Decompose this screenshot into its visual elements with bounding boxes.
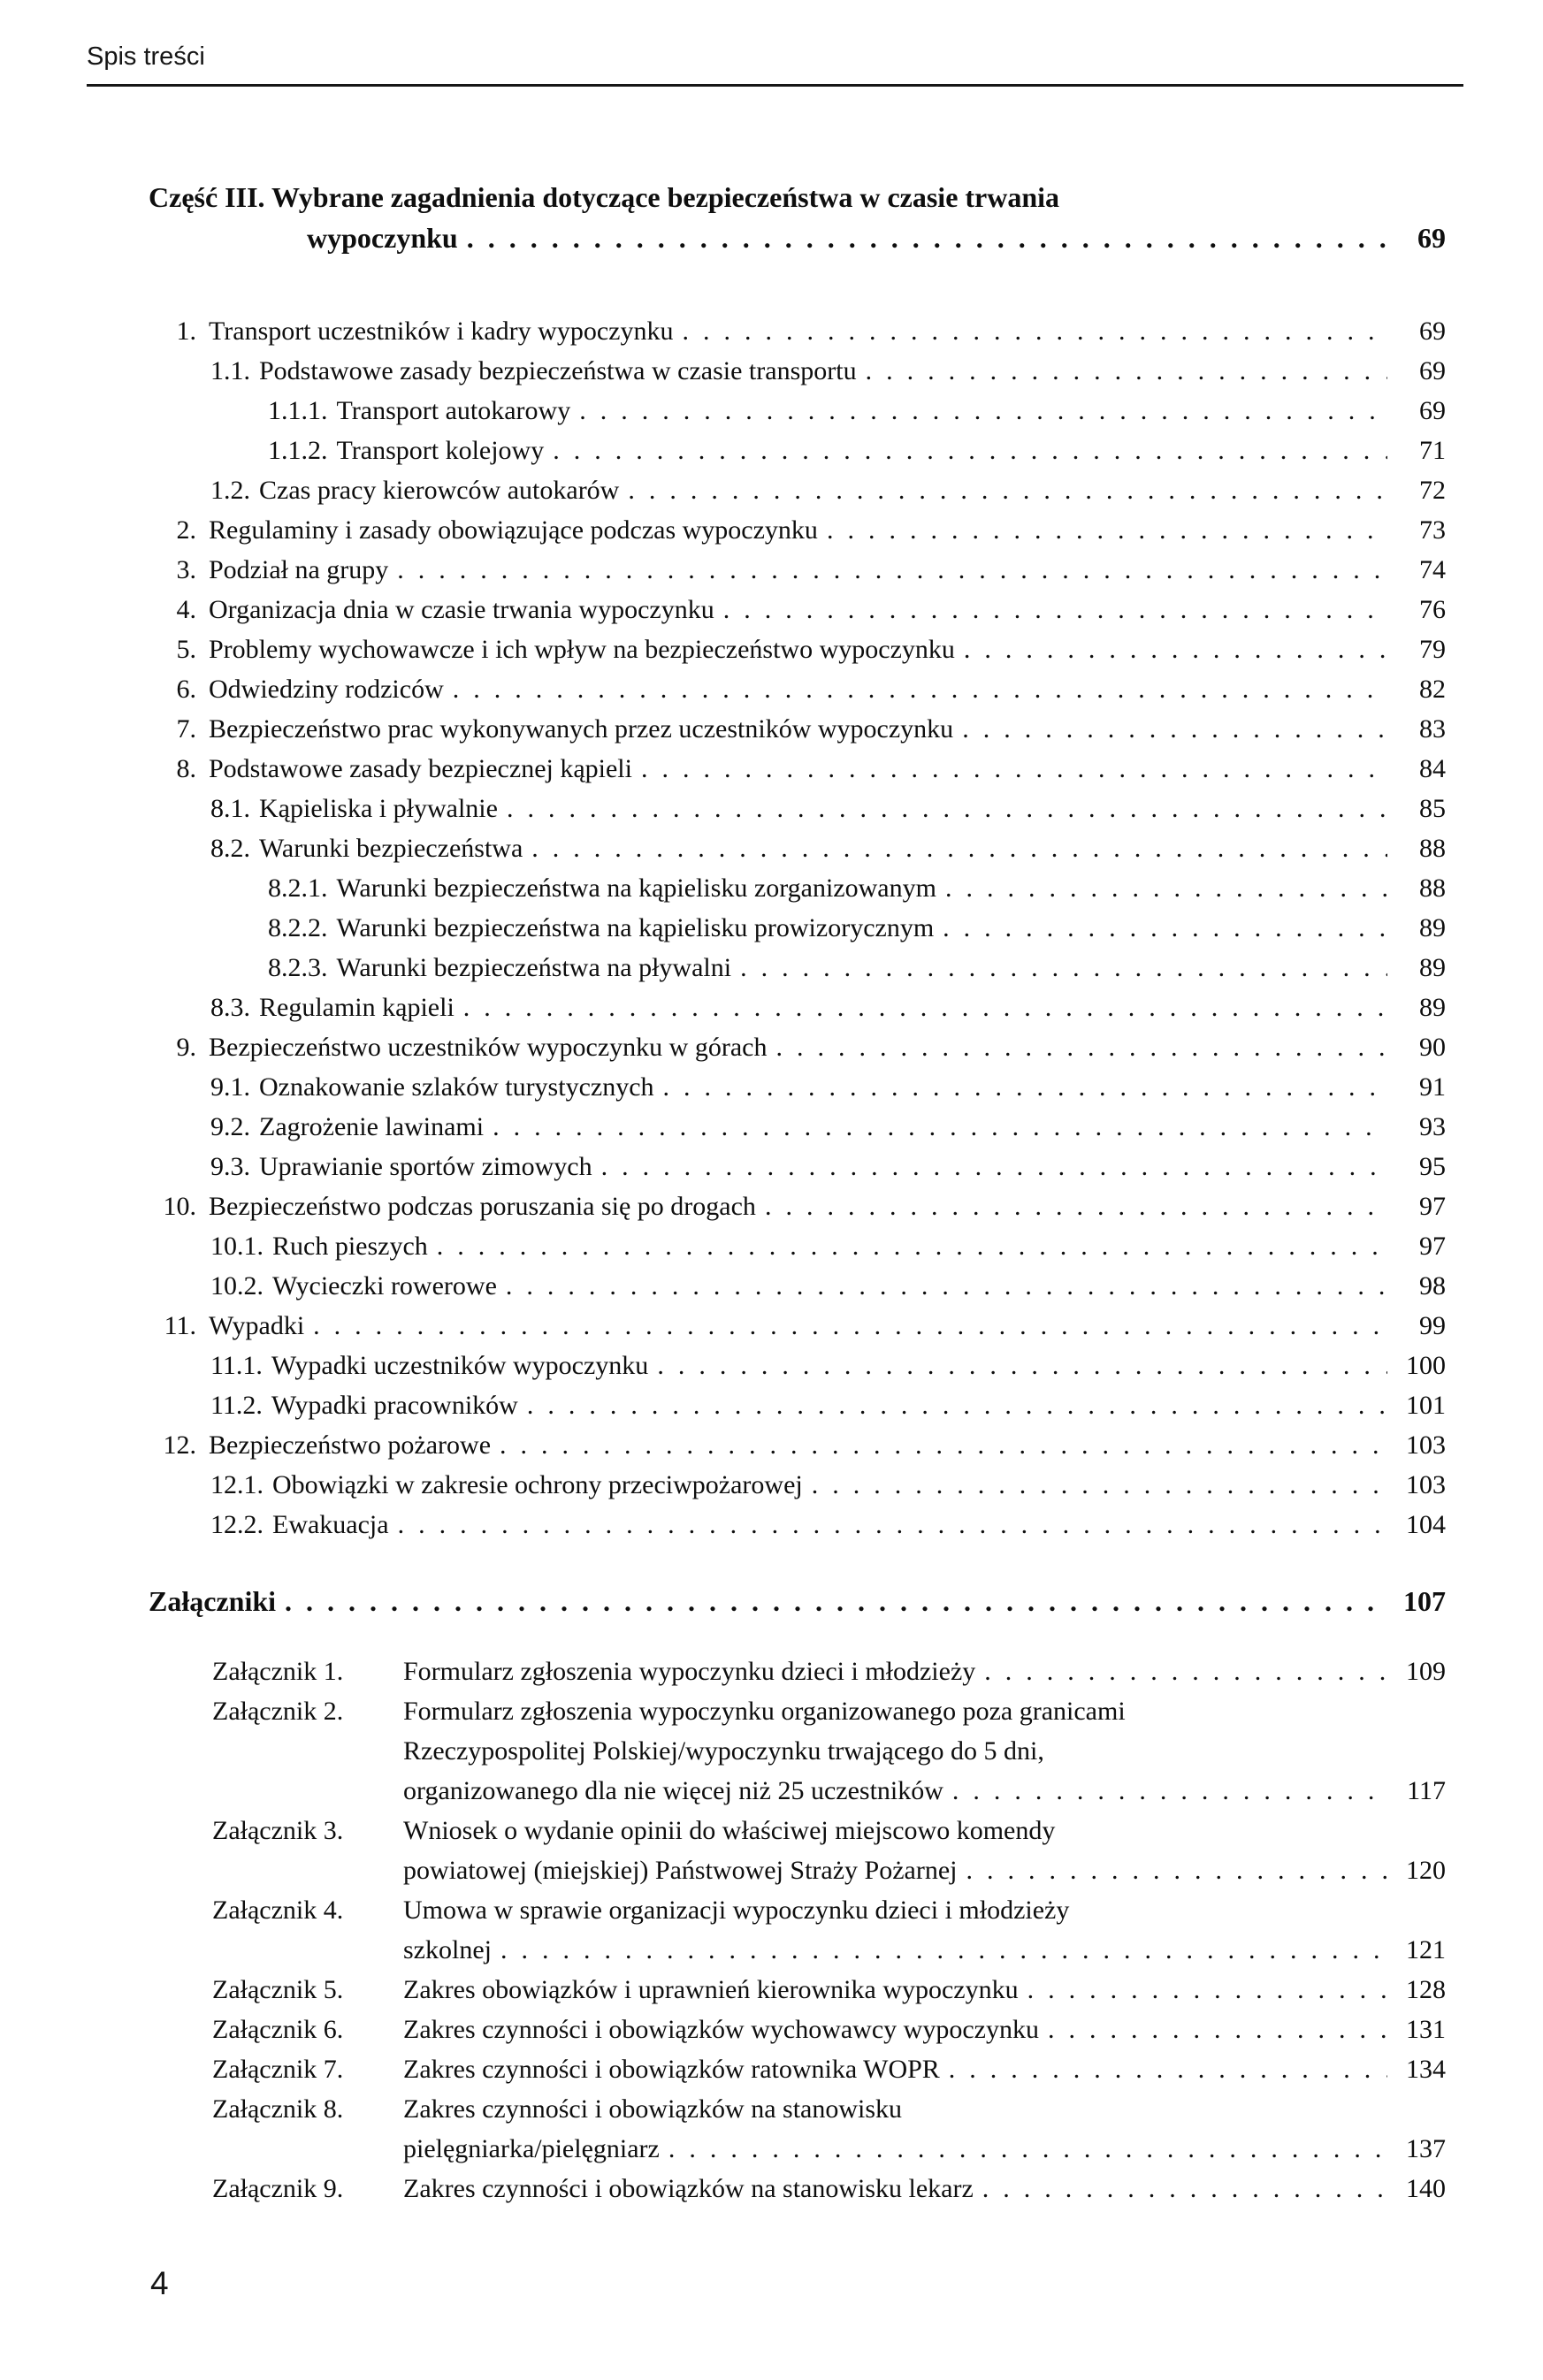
dot-leader — [775, 1027, 1387, 1067]
dot-leader — [682, 311, 1387, 351]
toc-page-number: 73 — [1419, 515, 1446, 545]
toc-entry-row — [149, 351, 1446, 391]
dot-leader — [398, 1505, 1387, 1545]
dot-leader — [463, 988, 1387, 1027]
dot-leader — [964, 629, 1387, 669]
dot-leader — [601, 1147, 1387, 1186]
toc-entry-text: szkolnej — [403, 1935, 492, 1964]
dot-leader — [507, 789, 1387, 828]
toc-entry-number: 2. — [176, 515, 196, 545]
toc-line — [212, 1811, 1446, 1850]
toc-entry-number: 5. — [176, 635, 196, 664]
dot-leader — [949, 2049, 1387, 2089]
toc-entry-row — [149, 1226, 1446, 1266]
toc-entry-row — [149, 1385, 1446, 1425]
toc-page-number: 84 — [1419, 754, 1446, 783]
toc-entry-text: powiatowej (miejskiej) Państwowej Straży Pożarnej — [403, 1856, 958, 1885]
dot-leader — [500, 1425, 1387, 1465]
toc-page-number: 71 — [1419, 436, 1446, 465]
toc-line — [149, 749, 1446, 789]
toc-entry-number: 6. — [176, 675, 196, 704]
dot-leader — [500, 1930, 1387, 1970]
toc-entry-row — [149, 1027, 1446, 1067]
toc-line — [212, 2129, 1446, 2169]
toc-entry-number: Załącznik 7. — [212, 2055, 344, 2084]
toc-line — [210, 470, 1446, 510]
toc-entry-row — [149, 1107, 1446, 1147]
dot-leader — [628, 470, 1387, 510]
dot-leader — [982, 2169, 1387, 2208]
toc-entry-number: 1.2. — [210, 476, 250, 505]
dot-leader — [866, 351, 1387, 391]
toc-entry-number: Załącznik 5. — [212, 1975, 344, 2004]
toc-entry-row — [149, 1890, 1446, 1970]
toc-page-number: 72 — [1419, 476, 1446, 505]
dot-leader — [553, 431, 1387, 470]
toc-entry-text: Warunki bezpieczeństwa — [259, 834, 523, 863]
toc-entry-text: Wypadki uczestników wypoczynku — [271, 1351, 649, 1380]
dot-leader — [467, 217, 1387, 258]
toc-entry-number: 8.2.2. — [268, 913, 328, 942]
toc-page-number: 97 — [1419, 1232, 1446, 1261]
toc-entry-number: 12. — [163, 1430, 196, 1460]
toc-entry-text: Podstawowe zasady bezpiecznej kąpieli — [209, 754, 632, 783]
toc-page-number: 69 — [1417, 222, 1446, 254]
toc-entry-row — [149, 789, 1446, 828]
toc-line — [210, 1346, 1446, 1385]
toc-entry-text: Zagrożenie lawinami — [259, 1112, 485, 1141]
toc-page-number: 103 — [1406, 1430, 1446, 1460]
toc-entry-number: Załącznik 2. — [212, 1697, 344, 1726]
toc-entry-number: 8.1. — [210, 794, 250, 823]
toc-page-number: 101 — [1406, 1391, 1446, 1420]
dot-leader — [313, 1306, 1387, 1346]
toc-line — [149, 1306, 1446, 1346]
toc-page-number: 131 — [1406, 2015, 1446, 2044]
toc-entry-text: organizowanego dla nie więcej niż 25 uczestników — [403, 1776, 943, 1805]
toc-entry-text: Organizacja dnia w czasie trwania wypoczynku — [209, 595, 714, 624]
toc-line — [149, 217, 1446, 258]
toc-entry-row — [149, 948, 1446, 988]
toc-page-number: 107 — [1403, 1585, 1446, 1617]
toc-entry-row — [149, 1306, 1446, 1346]
toc-entry-number: Załącznik 9. — [212, 2174, 344, 2203]
toc-entry-number: Załącznik 6. — [212, 2015, 344, 2044]
toc-entry-text: wypoczynku — [307, 222, 458, 254]
toc-line — [149, 709, 1446, 749]
toc-entry-text: Zakres obowiązków i uprawnień kierownika wypoczynku — [403, 1975, 1019, 2004]
toc-line — [210, 1147, 1446, 1186]
dot-leader — [984, 1652, 1387, 1691]
toc-entry-number: 8.3. — [210, 993, 250, 1022]
toc-line — [212, 2049, 1446, 2089]
toc-line — [149, 550, 1446, 590]
dot-leader — [437, 1226, 1387, 1266]
dot-leader — [453, 669, 1387, 709]
toc-entry-number: 10. — [163, 1192, 196, 1221]
toc-line — [212, 2010, 1446, 2049]
toc-line — [149, 311, 1446, 351]
toc-entry-number: 8. — [176, 754, 196, 783]
toc-entry-text: Regulaminy i zasady obowiązujące podczas wypoczynku — [209, 515, 818, 545]
toc-line — [149, 1581, 1446, 1621]
toc-entry-text: Podział na grupy — [209, 555, 389, 584]
toc-entry-number: 9.2. — [210, 1112, 250, 1141]
toc-entry-text: Formularz zgłoszenia wypoczynku dzieci i młodzieży — [403, 1657, 976, 1686]
dot-leader — [397, 550, 1387, 590]
toc-entry-text: Ruch pieszych — [272, 1232, 428, 1261]
toc-entry-text: Umowa w sprawie organizacji wypoczynku dzieci i młodzieży — [403, 1896, 1070, 1925]
toc-page-number: 121 — [1406, 1935, 1446, 1964]
toc-page-number: 93 — [1419, 1112, 1446, 1141]
dot-leader — [723, 590, 1387, 629]
toc-line — [149, 669, 1446, 709]
dot-leader — [962, 709, 1387, 749]
dot-leader — [285, 1581, 1387, 1621]
dot-leader — [531, 828, 1387, 868]
toc-entry-row — [149, 177, 1446, 258]
toc-line — [210, 828, 1446, 868]
toc-page-number: 69 — [1419, 356, 1446, 385]
toc-entry-row — [149, 1186, 1446, 1226]
toc-entry-text: Część III. Wybrane zagadnienia dotyczące bezpieczeństwa w czasie trwania — [149, 181, 1060, 213]
toc-page-number: 89 — [1419, 913, 1446, 942]
toc-entry-row — [149, 669, 1446, 709]
toc-entry-text: Zakres czynności i obowiązków na stanowisku — [403, 2094, 903, 2124]
toc-entry-number: 11.1. — [210, 1351, 263, 1380]
toc-entry-text: Zakres czynności i obowiązków wychowawcy wypoczynku — [403, 2015, 1039, 2044]
toc-entry-text: Bezpieczeństwo prac wykonywanych przez uczestników wypoczynku — [209, 714, 954, 744]
toc-entry-row — [149, 1970, 1446, 2010]
toc-entry-row — [149, 1465, 1446, 1505]
toc-page-number: 88 — [1419, 834, 1446, 863]
toc-page-number: 76 — [1419, 595, 1446, 624]
toc-entry-row — [149, 391, 1446, 431]
toc-page-number: 103 — [1406, 1470, 1446, 1499]
toc-entry-row — [149, 2010, 1446, 2049]
toc-entry-number: Załącznik 1. — [212, 1657, 344, 1686]
toc-line — [149, 177, 1446, 217]
toc-entry-text: Obowiązki w zakresie ochrony przeciwpożarowej — [272, 1470, 803, 1499]
toc-entry-text: Bezpieczeństwo uczestników wypoczynku w górach — [209, 1033, 768, 1062]
toc-page-number: 69 — [1419, 396, 1446, 425]
toc-entry-number: 8.2.1. — [268, 873, 328, 903]
toc-line — [212, 1850, 1446, 1890]
toc-entry-text: Problemy wychowawcze i ich wpływ na bezpieczeństwo wypoczynku — [209, 635, 955, 664]
toc-line — [210, 1067, 1446, 1107]
toc-page-number: 140 — [1406, 2174, 1446, 2203]
toc-line — [149, 510, 1446, 550]
dot-leader — [765, 1186, 1387, 1226]
toc-entry-text: Regulamin kąpieli — [259, 993, 454, 1022]
toc-line — [268, 948, 1446, 988]
toc-entry-row — [149, 1425, 1446, 1465]
dot-leader — [668, 2129, 1387, 2169]
toc-entry-row — [149, 311, 1446, 351]
toc-entry-text: Warunki bezpieczeństwa na kąpielisku prowizorycznym — [336, 913, 935, 942]
toc-line — [210, 789, 1446, 828]
toc-line — [212, 1652, 1446, 1691]
toc-entry-row — [149, 1266, 1446, 1306]
toc-entry-text: Formularz zgłoszenia wypoczynku organizowanego poza granicami — [403, 1697, 1126, 1726]
dot-leader — [657, 1346, 1387, 1385]
toc-line — [212, 2169, 1446, 2208]
toc-page-number: 120 — [1406, 1856, 1446, 1885]
toc-entry-number: 11.2. — [210, 1391, 263, 1420]
dot-leader — [506, 1266, 1387, 1306]
toc-line — [212, 1970, 1446, 2010]
toc-entry-row — [149, 1067, 1446, 1107]
toc-line — [210, 1266, 1446, 1306]
toc-entry-row — [149, 2049, 1446, 2089]
toc-page-number: 109 — [1406, 1657, 1446, 1686]
toc-entry-text: Zakres czynności i obowiązków ratownika WOPR — [403, 2055, 940, 2084]
toc-entry-text: Bezpieczeństwo podczas poruszania się po drogach — [209, 1192, 756, 1221]
toc-line — [268, 391, 1446, 431]
toc-entry-number: 10.2. — [210, 1271, 264, 1301]
toc-entry-row — [149, 868, 1446, 908]
toc-entry-text: pielęgniarka/pielęgniarz — [403, 2134, 660, 2163]
toc-entry-row — [149, 1505, 1446, 1545]
dot-leader — [527, 1385, 1387, 1425]
toc-entry-row — [149, 470, 1446, 510]
toc-line — [210, 351, 1446, 391]
toc-line — [212, 1930, 1446, 1970]
toc-page-number: 89 — [1419, 953, 1446, 982]
toc-entry-text: Czas pracy kierowców autokarów — [259, 476, 620, 505]
toc-entry-number: 12.2. — [210, 1510, 264, 1539]
toc-line — [268, 868, 1446, 908]
toc-entry-row — [149, 590, 1446, 629]
toc-entry-row — [149, 749, 1446, 789]
toc-page-number: 128 — [1406, 1975, 1446, 2004]
toc-entry-text: Transport autokarowy — [336, 396, 571, 425]
toc-line — [149, 1425, 1446, 1465]
toc-entry-number: 1.1.1. — [268, 396, 328, 425]
toc-line — [212, 1691, 1446, 1731]
toc-entry-row — [149, 2169, 1446, 2208]
toc-entry-text: Załączniki — [149, 1585, 277, 1617]
toc-line — [210, 1465, 1446, 1505]
toc-entry-number: 1.1.2. — [268, 436, 328, 465]
toc-entry-row — [149, 550, 1446, 590]
toc-entry-number: Załącznik 4. — [212, 1896, 344, 1925]
toc-entry-row — [149, 629, 1446, 669]
toc-entry-row — [149, 1652, 1446, 1691]
toc-page-number: 95 — [1419, 1152, 1446, 1181]
toc-page-number: 100 — [1406, 1351, 1446, 1380]
toc-page-number: 88 — [1419, 873, 1446, 903]
toc-page-number: 82 — [1419, 675, 1446, 704]
toc-entry-text: Zakres czynności i obowiązków na stanowisku lekarz — [403, 2174, 974, 2203]
toc-entry-row — [149, 908, 1446, 948]
toc-line — [149, 1027, 1446, 1067]
toc-entry-text: Bezpieczeństwo pożarowe — [209, 1430, 492, 1460]
dot-leader — [641, 749, 1387, 789]
toc-entry-number: 9. — [176, 1033, 196, 1062]
toc-entry-text: Wniosek o wydanie opinii do właściwej miejscowo komendy — [403, 1816, 1056, 1845]
toc-line — [212, 1731, 1446, 1771]
toc-page-number: 90 — [1419, 1033, 1446, 1062]
toc-line — [210, 1385, 1446, 1425]
toc-entry-number: 1. — [176, 317, 196, 346]
toc-line — [210, 1505, 1446, 1545]
toc-entry-number: 4. — [176, 595, 196, 624]
toc-line — [149, 1186, 1446, 1226]
toc-line — [210, 1226, 1446, 1266]
toc-line — [149, 590, 1446, 629]
toc-entry-text: Wypadki — [209, 1311, 305, 1340]
toc-page-number: 85 — [1419, 794, 1446, 823]
toc-entry-text: Warunki bezpieczeństwa na pływalni — [336, 953, 732, 982]
dot-leader — [952, 1771, 1387, 1811]
toc-entry-row — [149, 510, 1446, 550]
toc-entry-number: 9.3. — [210, 1152, 250, 1181]
toc-entry-row — [149, 1346, 1446, 1385]
toc-entry-text: Kąpieliska i pływalnie — [259, 794, 498, 823]
toc-line — [268, 908, 1446, 948]
toc-line — [149, 629, 1446, 669]
toc-page-number: 99 — [1419, 1311, 1446, 1340]
toc-page-number: 79 — [1419, 635, 1446, 664]
dot-leader — [663, 1067, 1387, 1107]
toc-line — [212, 1890, 1446, 1930]
toc-entry-row — [149, 828, 1446, 868]
toc-entry-number: 12.1. — [210, 1470, 264, 1499]
dot-leader — [493, 1107, 1387, 1147]
toc-page-number: 98 — [1419, 1271, 1446, 1301]
table-of-contents — [149, 177, 1446, 2208]
dot-leader — [1048, 2010, 1387, 2049]
dot-leader — [740, 948, 1387, 988]
toc-entry-row — [149, 709, 1446, 749]
toc-line — [212, 1771, 1446, 1811]
toc-page-number: 97 — [1419, 1192, 1446, 1221]
dot-leader — [579, 391, 1387, 431]
dot-leader — [945, 868, 1387, 908]
dot-leader — [943, 908, 1387, 948]
toc-entry-number: 3. — [176, 555, 196, 584]
toc-entry-row — [149, 431, 1446, 470]
toc-entry-text: Transport uczestników i kadry wypoczynku — [209, 317, 674, 346]
toc-page-number: 104 — [1406, 1510, 1446, 1539]
toc-page-number: 91 — [1419, 1072, 1446, 1102]
dot-leader — [812, 1465, 1387, 1505]
toc-entry-number: 10.1. — [210, 1232, 264, 1261]
header-rule — [87, 84, 1463, 87]
toc-entry-number: 7. — [176, 714, 196, 744]
toc-entry-text: Uprawianie sportów zimowych — [259, 1152, 592, 1181]
toc-entry-row — [149, 1581, 1446, 1621]
toc-entry-number: 11. — [164, 1311, 196, 1340]
toc-entry-row — [149, 2089, 1446, 2169]
toc-line — [212, 2089, 1446, 2129]
toc-line — [210, 1107, 1446, 1147]
toc-entry-text: Podstawowe zasady bezpieczeństwa w czasie transportu — [259, 356, 857, 385]
toc-entry-text: Warunki bezpieczeństwa na kąpielisku zorganizowanym — [336, 873, 936, 903]
toc-entry-text: Rzeczypospolitej Polskiej/wypoczynku trwającego do 5 dni, — [403, 1736, 1044, 1766]
toc-entry-number: 8.2. — [210, 834, 250, 863]
toc-page-number: 117 — [1407, 1776, 1446, 1805]
toc-line — [268, 431, 1446, 470]
dot-leader — [1027, 1970, 1387, 2010]
toc-entry-text: Odwiedziny rodziców — [209, 675, 444, 704]
toc-entry-number: Załącznik 8. — [212, 2094, 344, 2124]
toc-entry-number: Załącznik 3. — [212, 1816, 344, 1845]
toc-page-number: 137 — [1406, 2134, 1446, 2163]
toc-entry-number: 9.1. — [210, 1072, 250, 1102]
dot-leader — [827, 510, 1387, 550]
toc-page-number: 83 — [1419, 714, 1446, 744]
toc-page-number: 89 — [1419, 993, 1446, 1022]
toc-entry-row — [149, 1811, 1446, 1890]
toc-entry-row — [149, 1147, 1446, 1186]
toc-entry-number: 1.1. — [210, 356, 250, 385]
dot-leader — [966, 1850, 1387, 1890]
toc-entry-text: Wypadki pracowników — [271, 1391, 518, 1420]
toc-page-number: 69 — [1419, 317, 1446, 346]
toc-entry-number: 8.2.3. — [268, 953, 328, 982]
toc-entry-text: Oznakowanie szlaków turystycznych — [259, 1072, 654, 1102]
toc-line — [210, 988, 1446, 1027]
toc-page-number: 134 — [1406, 2055, 1446, 2084]
toc-page-number: 74 — [1419, 555, 1446, 584]
toc-entry-row — [149, 988, 1446, 1027]
toc-entry-row — [149, 1691, 1446, 1811]
page-header-title: Spis treści — [87, 42, 205, 71]
toc-entry-text: Transport kolejowy — [336, 436, 545, 465]
toc-entry-text: Ewakuacja — [272, 1510, 389, 1539]
page-number: 4 — [150, 2265, 169, 2301]
toc-entry-text: Wycieczki rowerowe — [272, 1271, 497, 1301]
